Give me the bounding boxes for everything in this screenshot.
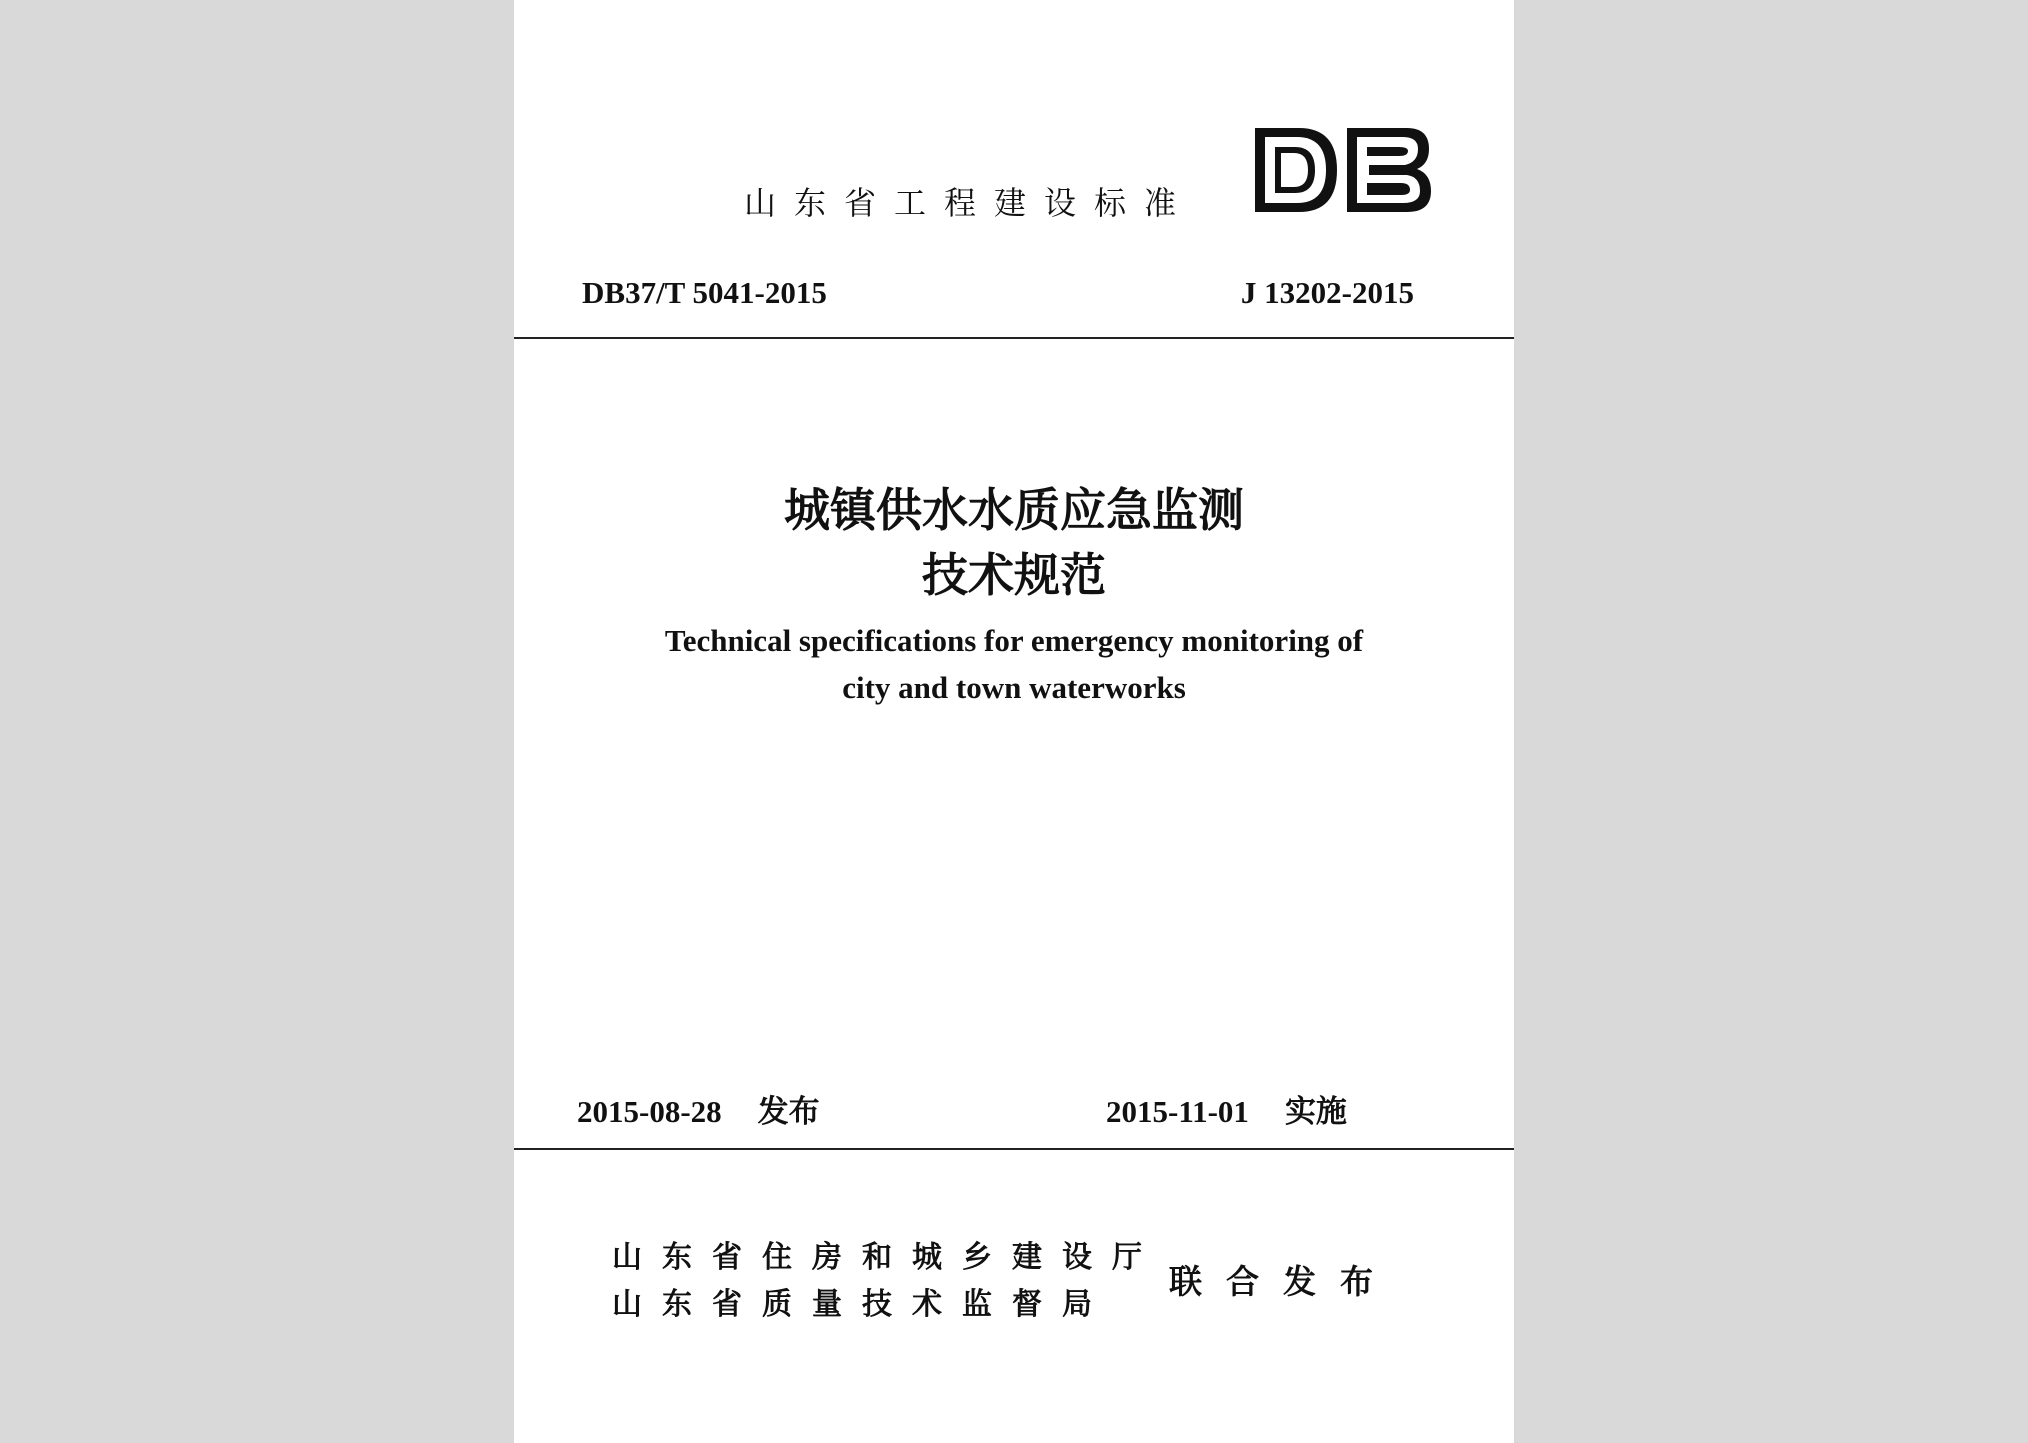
joint-publish-label: 联合发布 xyxy=(1169,1262,1397,1301)
standard-type-label: 山东省工程建设标准 xyxy=(744,184,1195,222)
effective-date-block xyxy=(1106,1086,1347,1131)
standard-code: DB37/T 5041-2015 xyxy=(582,275,827,310)
publish-date: 2015-08-28 xyxy=(577,1094,722,1129)
publish-date-block xyxy=(577,1086,820,1131)
publish-label: 发布 xyxy=(757,1094,820,1130)
issuer-line1: 山东省住房和城乡建设厅 xyxy=(612,1240,1162,1275)
footer-divider xyxy=(514,1148,1514,1150)
title-chinese-line2: 技术规范 xyxy=(922,548,1106,602)
record-code: J 13202-2015 xyxy=(1240,275,1414,310)
header-divider xyxy=(514,337,1514,339)
effective-label: 实施 xyxy=(1284,1094,1347,1130)
title-english-line2: city and town waterworks xyxy=(842,670,1186,705)
document-page xyxy=(514,0,1514,1443)
title-english-line1: Technical specifications for emergency monitoring of xyxy=(664,623,1364,658)
effective-date: 2015-11-01 xyxy=(1106,1094,1249,1129)
db-logo xyxy=(1249,120,1434,220)
title-chinese-line1: 城镇供水水质应急监测 xyxy=(784,483,1244,537)
issuer-line2: 山东省质量技术监督局 xyxy=(612,1287,1112,1322)
